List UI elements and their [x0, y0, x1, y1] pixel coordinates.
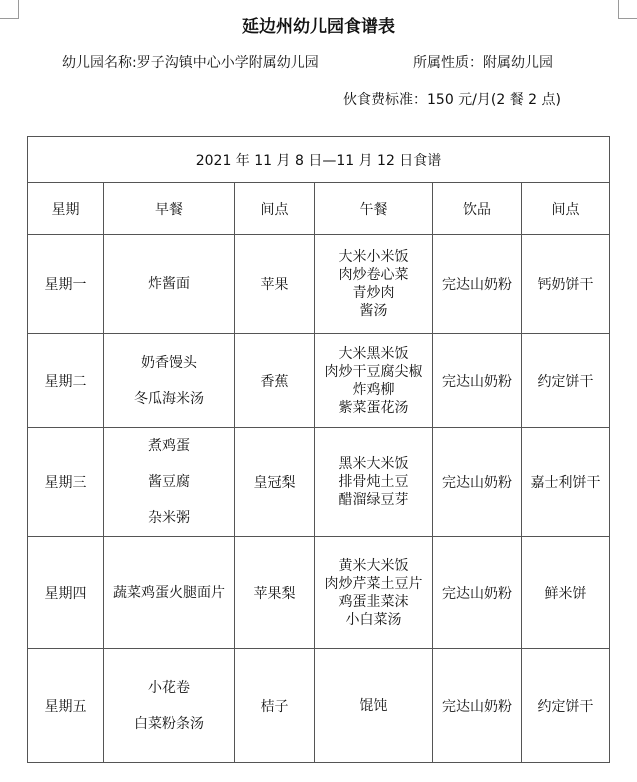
- breakfast-cell-line: 煮鸡蛋: [148, 438, 190, 454]
- menu-row: [28, 537, 610, 649]
- breakfast-cell: [104, 334, 235, 428]
- header-row: [28, 183, 610, 235]
- drink-cell: 完达山奶粉: [433, 334, 522, 428]
- day-cell: 星期一: [28, 235, 104, 334]
- breakfast-cell: [104, 428, 235, 537]
- snack-cell: 香蕉: [235, 334, 315, 428]
- lunch-cell-line: 青炒肉: [352, 285, 395, 301]
- lunch-cell-line: 黄米大米饭: [338, 557, 409, 574]
- snack-cell: 桔子: [235, 649, 315, 763]
- lunch-cell-line: 炸鸡柳: [352, 381, 395, 398]
- snack-cell: 约定饼干: [522, 334, 610, 428]
- day-cell: 星期四: [28, 537, 104, 649]
- breakfast-cell-line: 奶香馒头: [141, 354, 197, 371]
- lunch-cell-line: 肉炒芹菜土豆片: [324, 575, 423, 592]
- lunch-cell: [315, 428, 433, 537]
- header-cell: 星期: [28, 183, 104, 235]
- breakfast-cell-line: 酱豆腐: [148, 474, 190, 490]
- lunch-cell: [315, 649, 433, 763]
- menu-row: [28, 649, 610, 763]
- lunch-cell-line: 醋溜绿豆芽: [338, 492, 409, 508]
- breakfast-cell: [104, 649, 235, 763]
- snack-cell: 鲜米饼: [522, 537, 610, 649]
- snack-cell: 约定饼干: [522, 649, 610, 763]
- menu-row: [28, 428, 610, 537]
- breakfast-cell-line: 冬瓜海米汤: [134, 390, 204, 407]
- breakfast-cell-line: 小花卷: [148, 679, 190, 696]
- breakfast-cell-line: 杂米粥: [148, 510, 190, 526]
- fee-standard: 伙食费标准：150 元/月(2 餐 2 点): [343, 92, 561, 108]
- drink-cell: 完达山奶粉: [433, 428, 522, 537]
- lunch-cell-line: 馄饨: [359, 697, 388, 714]
- lunch-cell-line: 黑米大米饭: [338, 456, 409, 472]
- header-cell: 饮品: [433, 183, 522, 235]
- lunch-cell: [315, 235, 433, 334]
- breakfast-cell: [104, 537, 235, 649]
- breakfast-cell: [104, 235, 235, 334]
- menu-row: [28, 235, 610, 334]
- lunch-cell-line: 排骨炖土豆: [338, 474, 409, 490]
- snack-cell: 皇冠梨: [235, 428, 315, 537]
- lunch-cell-line: 鸡蛋韭菜沫: [338, 593, 409, 610]
- breakfast-cell-line: 白菜粉条汤: [134, 715, 204, 732]
- lunch-cell-line: 肉炒卷心菜: [338, 267, 409, 283]
- day-cell: 星期五: [28, 649, 104, 763]
- drink-cell: 完达山奶粉: [433, 235, 522, 334]
- breakfast-cell-line: 炸酱面: [148, 276, 190, 292]
- lunch-cell: [315, 537, 433, 649]
- snack-cell: 嘉士利饼干: [522, 428, 610, 537]
- kindergarten-name: 幼儿园名称:罗子沟镇中心小学附属幼儿园: [62, 55, 319, 71]
- drink-cell: 完达山奶粉: [433, 537, 522, 649]
- document-title: 延边州幼儿园食谱表: [242, 17, 395, 37]
- lunch-cell-line: 紫菜蛋花汤: [338, 399, 409, 416]
- header-cell: 间点: [235, 183, 315, 235]
- lunch-cell-line: 肉炒干豆腐尖椒: [324, 363, 423, 380]
- drink-cell: 完达山奶粉: [433, 649, 522, 763]
- snack-cell: 钙奶饼干: [522, 235, 610, 334]
- snack-cell: 苹果梨: [235, 537, 315, 649]
- menu-table: [27, 136, 610, 763]
- header-cell: 早餐: [104, 183, 235, 235]
- affiliation: 所属性质：附属幼儿园: [413, 55, 553, 71]
- lunch-cell-line: 小白菜汤: [345, 611, 402, 628]
- menu-row: [28, 334, 610, 428]
- header-cell: 间点: [522, 183, 610, 235]
- lunch-cell-line: 大米小米饭: [338, 249, 409, 265]
- snack-cell: 苹果: [235, 235, 315, 334]
- breakfast-cell-line: 蔬菜鸡蛋火腿面片: [113, 584, 225, 601]
- lunch-cell-line: 酱汤: [359, 303, 388, 319]
- header-cell: 午餐: [315, 183, 433, 235]
- day-cell: 星期三: [28, 428, 104, 537]
- week-title: 2021 年 11 月 8 日—11 月 12 日食谱: [28, 137, 610, 183]
- lunch-cell: [315, 334, 433, 428]
- lunch-cell-line: 大米黑米饭: [338, 345, 409, 362]
- day-cell: 星期二: [28, 334, 104, 428]
